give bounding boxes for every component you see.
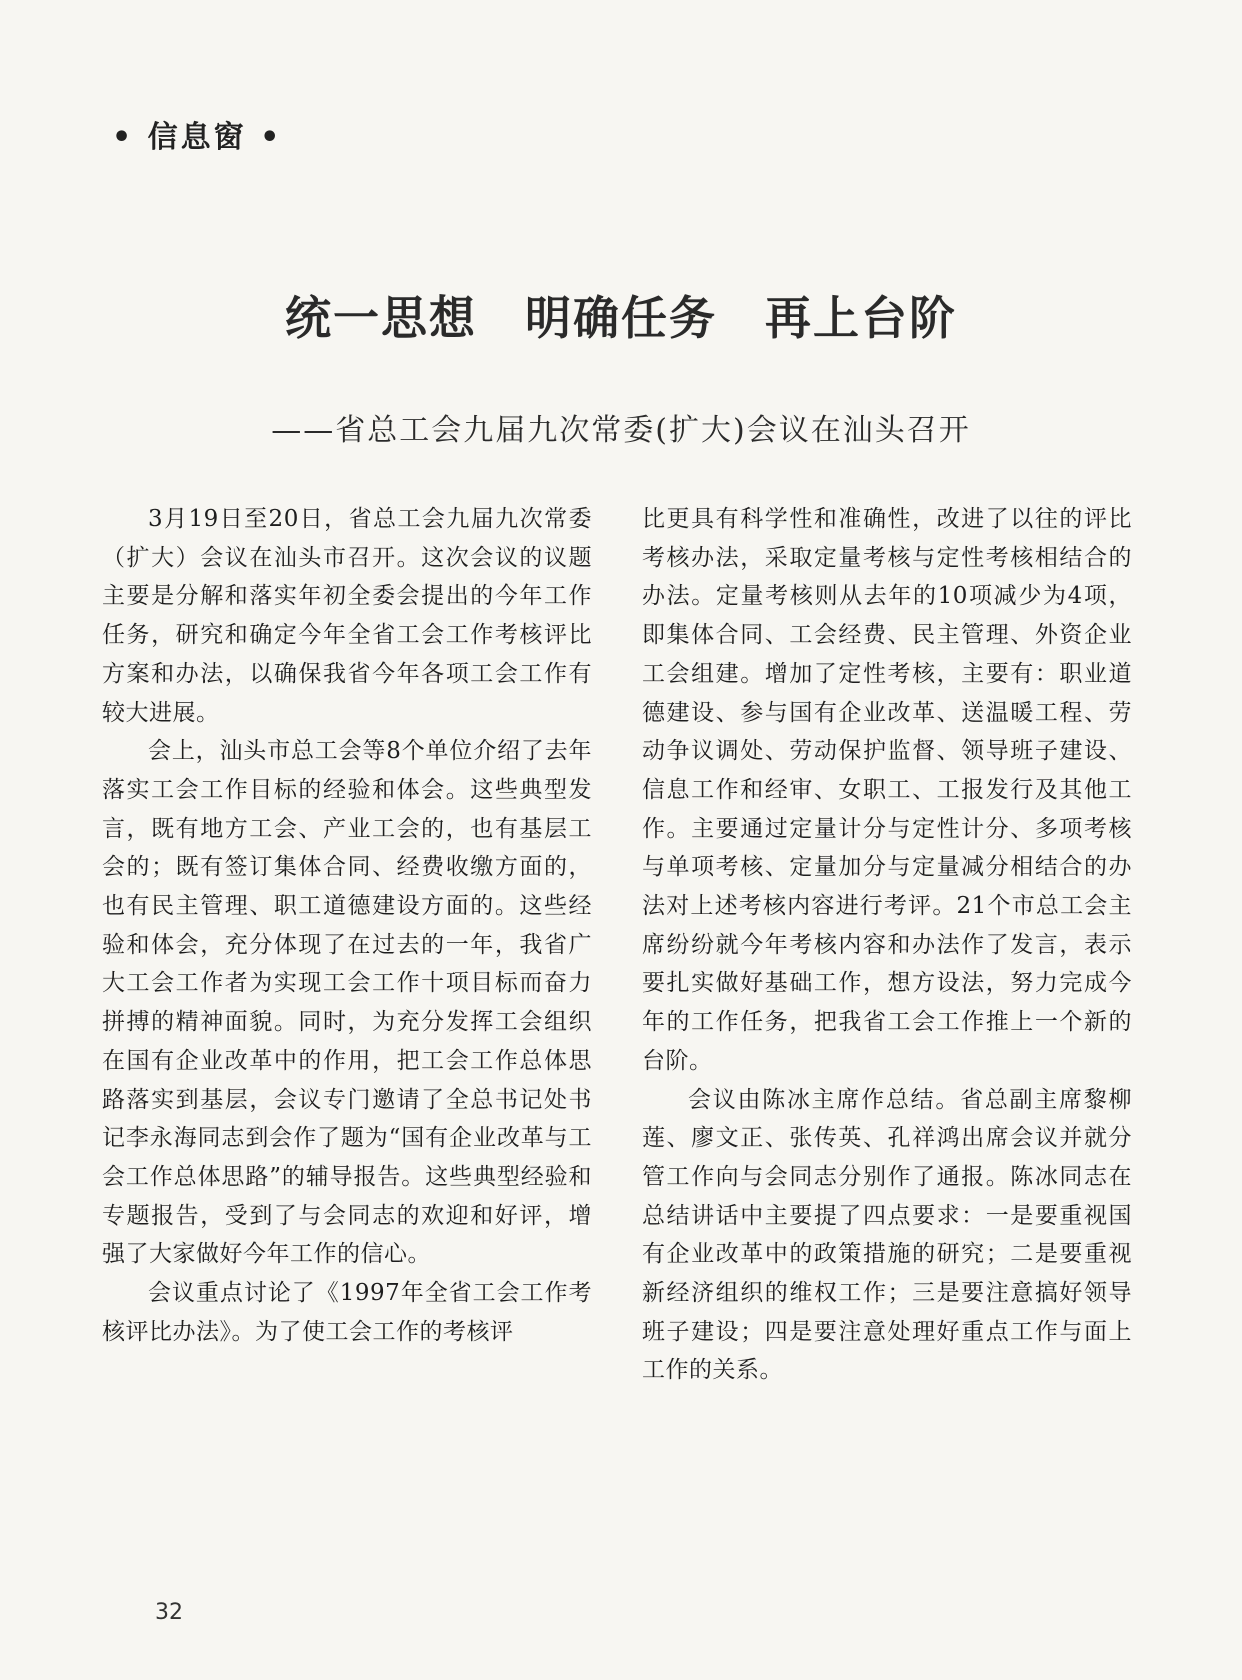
paragraph-continued: 比更具有科学性和准确性，改进了以往的评比考核办法，采取定量考核与定性考核相结合的办法。定量考核则从去年的10项减少为4项，即集体合同、工会经费、民主管理、外资企业工会组建。增加了定性考核，主要有：职业道德建设、参与国有企业改革、送温暖工程、劳动争议调处、劳动保护监督、领导班子建设、信息工作和经审、女职工、工报发行及其他工作。主要通过定量计分与定性计分、多项考核与单项考核、定量加分与定量减分相结合的办法对上述考核内容进行考评。21个市总工会主席纷纷就今年考核内容和办法作了发言，表示要扎实做好基础工作，想方设法，努力完成今年的工作任务，把我省工会工作推上一个新的台阶。 xyxy=(642,506,1132,1074)
left-column xyxy=(102,500,592,1351)
paragraph: 会上，汕头市总工会等8个单位介绍了去年落实工会工作目标的经验和体会。这些典型发言，既有地方工会、产业工会的，也有基层工会的；既有签订集体合同、经费收缴方面的，也有民主管理、职工道德建设方面的。这些经验和体会，充分体现了在过去的一年，我省广大工会工作者为实现工会工作十项目标而奋力拼搏的精神面貌。同时，为充分发挥工会组织在国有企业改革中的作用，把工会工作总体思路落实到基层，会议专门邀请了全总书记处书记李永海同志到会作了题为“国有企业改革与工会工作总体思路”的辅导报告。这些典型经验和专题报告，受到了与会同志的欢迎和好评，增强了大家做好今年工作的信心。 xyxy=(102,738,592,1268)
paragraph: 会议由陈冰主席作总结。省总副主席黎柳莲、廖文正、张传英、孔祥鸿出席会议并就分管工作向与会同志分别作了通报。陈冰同志在总结讲话中主要提了四点要求：一是要重视国有企业改革中的政策措施的研究；二是要重视新经济组织的维权工作；三是要注意搞好领导班子建设；四是要注意处理好重点工作与面上工作的关系。 xyxy=(642,1086,1132,1384)
right-column xyxy=(642,500,1132,1390)
article-title: 统一思想 明确任务 再上台阶 xyxy=(285,291,957,345)
page-number: 32 xyxy=(155,1600,183,1625)
paragraph: 会议重点讨论了《1997年全省工会工作考核评比办法》。为了使工会工作的考核评 xyxy=(102,1280,592,1345)
section-label: • 信息窗 • xyxy=(112,120,283,155)
article-subtitle: ——省总工会九届九次常委(扩大)会议在汕头召开 xyxy=(271,413,971,448)
paragraph: 3月19日至20日，省总工会九届九次常委（扩大）会议在汕头市召开。这次会议的议题主要是分解和落实年初全委会提出的今年工作任务，研究和确定今年全省工会工作考核评比方案和办法，以确保我省今年各项工会工作有较大进展。 xyxy=(102,506,592,726)
